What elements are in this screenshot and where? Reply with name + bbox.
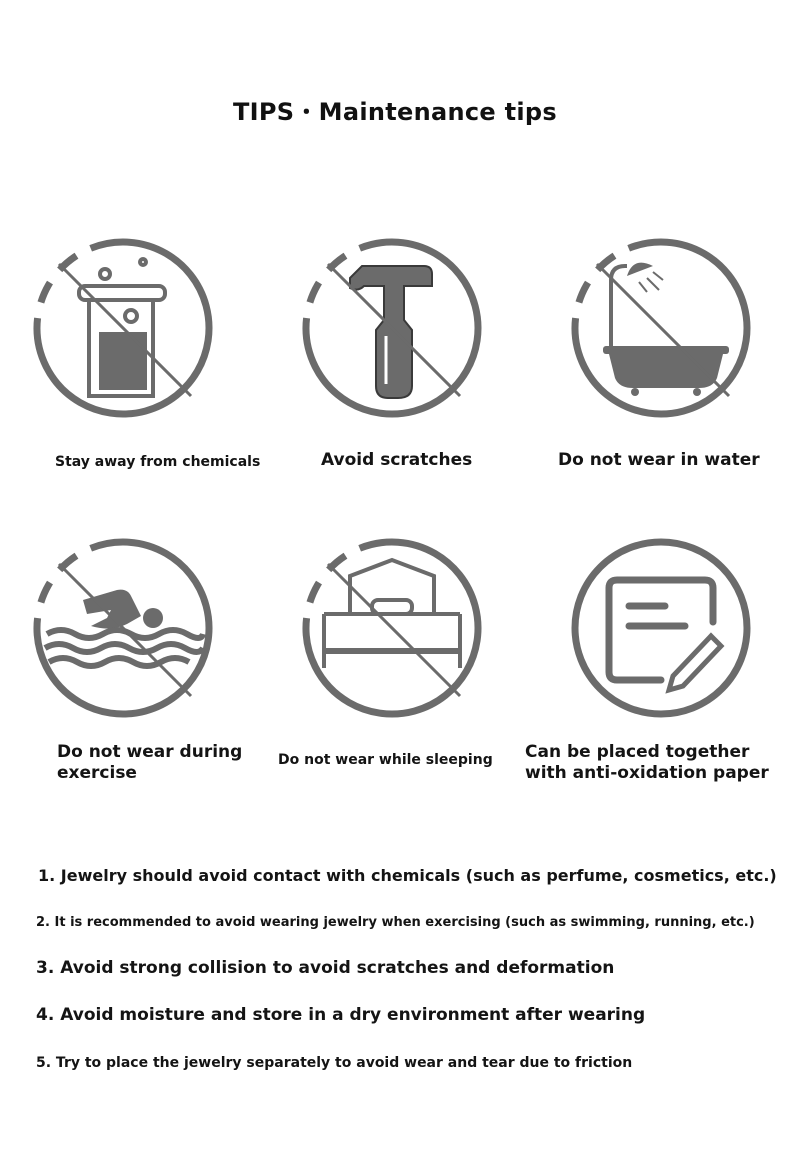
caption-anti-oxidation-paper: Can be placed together with anti-oxidation paper [525,742,769,783]
tip-item-4: 4. Avoid moisture and store in a dry environment after wearing [36,1005,646,1025]
chemical-beaker-icon [31,236,215,420]
tip-item-1: 1. Jewelry should avoid contact with chemicals (such as perfume, cosmetics, etc.) [38,866,777,885]
paper-pencil-icon [569,536,753,720]
tip-item-2: 2. It is recommended to avoid wearing jewelry when exercising (such as swimming, running, etc.) [36,915,755,930]
tip-item-5: 5. Try to place the jewelry separately to avoid wear and tear due to friction [36,1055,633,1071]
caption-stay-away-from-chemicals: Stay away from chemicals [55,454,261,470]
swimmer-icon [31,536,215,720]
bed-icon [300,536,484,720]
caption-do-not-wear-while-sleeping: Do not wear while sleeping [278,752,493,768]
caption-avoid-scratches: Avoid scratches [321,450,473,470]
bathtub-shower-icon [569,236,753,420]
page-title: TIPS・Maintenance tips [232,98,557,126]
tip-item-3: 3. Avoid strong collision to avoid scratches and deformation [36,958,615,978]
caption-do-not-wear-in-water: Do not wear in water [558,450,760,470]
hammer-icon [300,236,484,420]
caption-do-not-wear-during-exercise: Do not wear during exercise [57,742,243,783]
